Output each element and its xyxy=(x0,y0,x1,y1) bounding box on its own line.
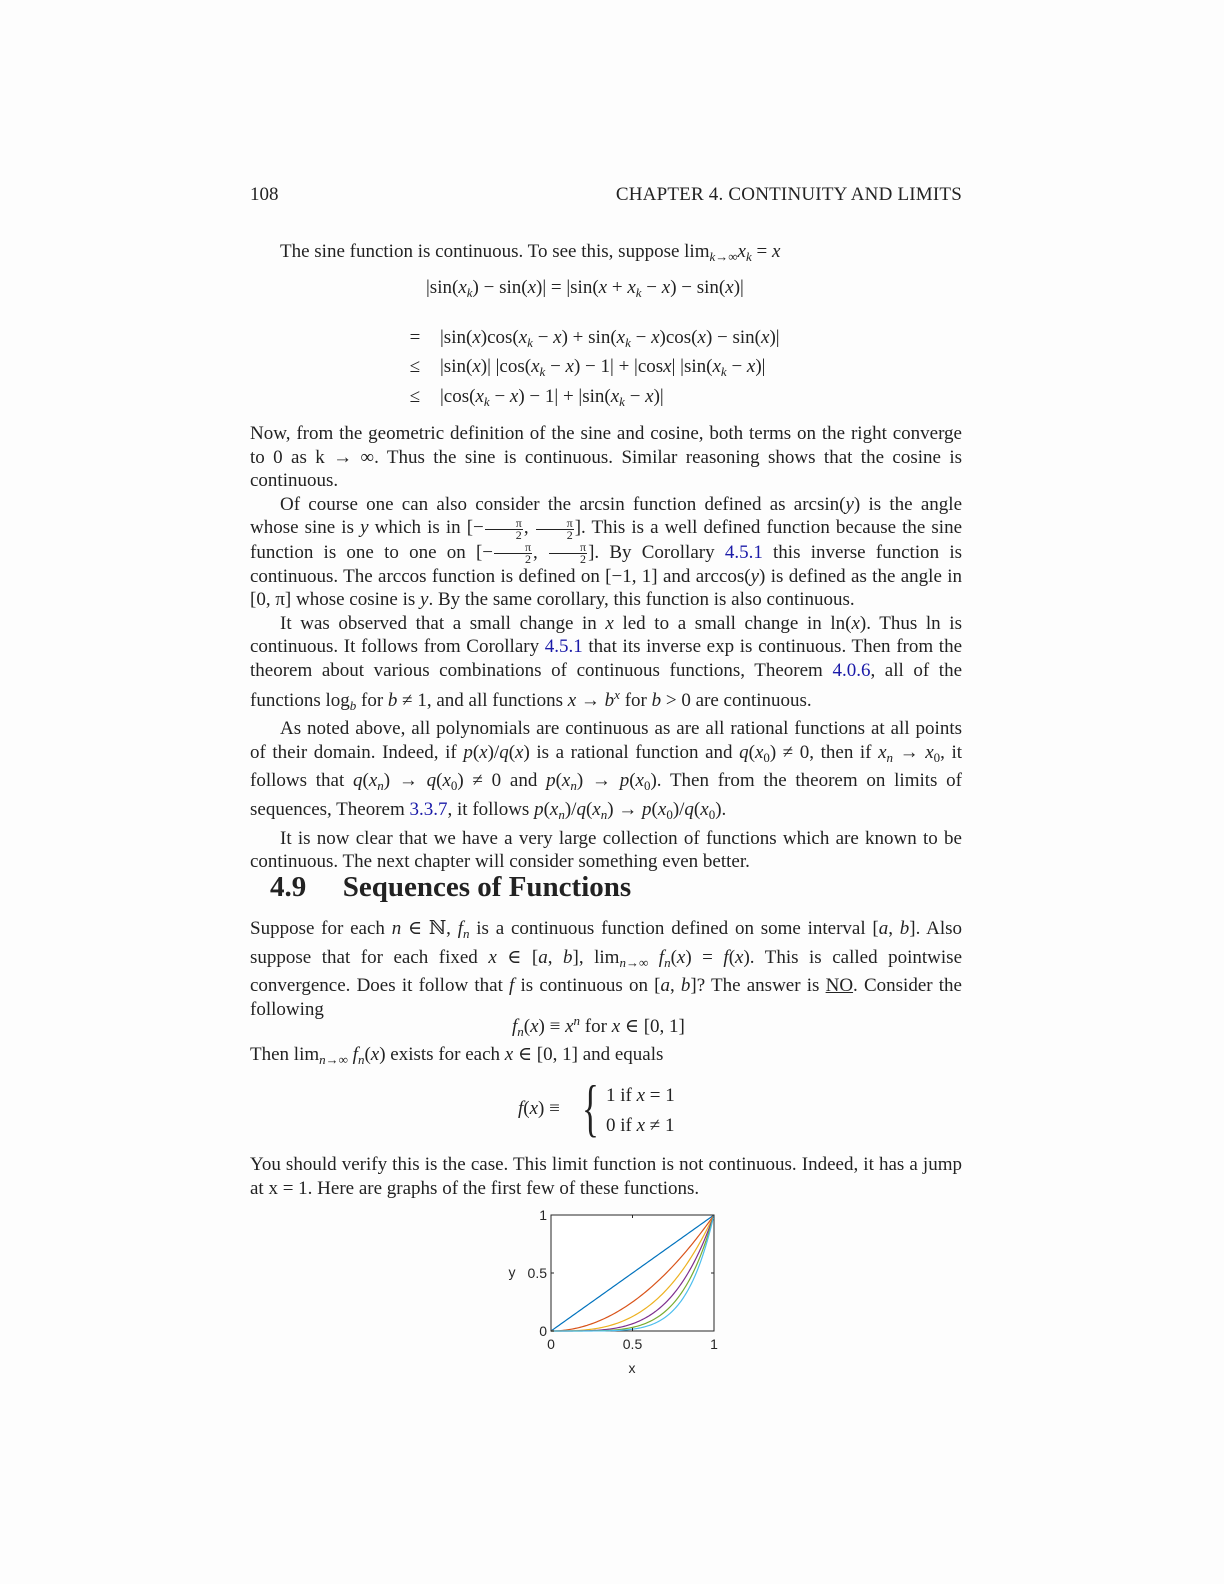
paragraph-polynomials: As noted above, all polynomials are continuous as are all rational functions at all points of their domain. Indeed, if p(x)/q(x) is a rational function and $q(x_0) \ne 0$, then if $x_n \to x_0$, it follows that $q(x_n) \to q(x_0) \ne 0$ and $p(x_n) \to p(x_0)$. Then from the theorem on limits of sequences, Theorem 3.3.7, it follows $p(x_n)/q(x_n) \to p(x_0)/q(x_0)$. xyxy=(250,718,963,822)
paragraph-verify-text: You should verify this is the case. This limit function is not continuous. Indeed, it has a jump at x = 1. Here are graphs of the first few of these functions. xyxy=(250,1154,962,1199)
equation-fn-definition: $f_n(x) \equiv x^n$ for x ∈ [0, 1] xyxy=(512,1013,685,1039)
equation-sine-difference: $|\sin(x_k) - \sin(x)| = |\sin(x + x_k - x) - \sin(x)|$ xyxy=(426,277,744,300)
y-tick-label: 1 xyxy=(539,1207,547,1223)
y-tick-label: 0 xyxy=(539,1323,547,1339)
chart-xn-functions xyxy=(500,1205,740,1385)
x-tick-label: 0 xyxy=(547,1336,555,1352)
sine-intro: The sine function is continuous. To see this, suppose $\lim_{k\to\infty}x_k = x$ xyxy=(280,241,781,264)
equation-piecewise-lhs: f(x) ≡ xyxy=(518,1098,560,1119)
link-theorem-3-3-7[interactable]: 3.3.7 xyxy=(409,799,448,820)
section-title: Sequences of Functions xyxy=(342,871,632,903)
paragraph-ln: It was observed that a small change in x led to a small change in ln(x). Thus ln is continuous. It follows from Corollary 4.5.1 that its inverse exp is continuous. Then from the theorem about various combinations of continuous functions, Theorem 4.0.6, all of the functions $\log_b$ for b ≠ 1, and all functions $x \to b^x$ for b > 0 are continuous. xyxy=(250,612,962,713)
sine-intro-text: The sine function is continuous. To see this, suppose xyxy=(280,241,680,262)
section-intro xyxy=(250,917,962,1021)
section-number: 4.9 xyxy=(270,871,307,903)
link-theorem-4-0-6[interactable]: 4.0.6 xyxy=(832,660,871,682)
y-tick-label: 0.5 xyxy=(527,1265,547,1281)
y-axis-label: y xyxy=(508,1264,516,1280)
paragraph-pointwise: Suppose for each n ∈ ℕ, $f_n$ is a continuous function defined on some interval [a, b]. Also suppose that for each fixed x ∈ [a, b], $\lim_{n\to\infty} f_n(x) = f(x)$. This is called pointwise convergence. Does it follow that f is continuous on [a, b]? The answer is NO. Consider the following xyxy=(250,918,962,1020)
limit-exists-line: Then $\lim_{n\to\infty} f_n(x)$ exists for each x ∈ [0, 1] and equals xyxy=(250,1044,664,1067)
piecewise-case-1: 1 if x = 1 xyxy=(606,1085,675,1106)
body-text-block xyxy=(250,422,962,874)
paragraph-verify xyxy=(250,1153,962,1200)
page-number: 108 xyxy=(250,184,279,205)
paragraph-large-collection: It is now clear that we have a very large collection of functions which are known to be continuous. The next chapter will consider something even better. xyxy=(250,827,962,873)
paragraph-now: Now, from the geometric definition of the sine and cosine, both terms on the right converge to 0 as k → ∞. Thus the sine is continuous. Similar reasoning shows that the cosine is continuous. xyxy=(250,423,962,492)
chapter-title: CHAPTER 4. CONTINUITY AND LIMITS xyxy=(615,184,962,205)
link-corollary-4-5-1[interactable]: 4.5.1 xyxy=(724,541,763,563)
link-corollary-4-5-1-b[interactable]: 4.5.1 xyxy=(544,636,583,658)
piecewise-case-2: 0 if x ≠ 1 xyxy=(606,1115,675,1136)
x-axis-label: x xyxy=(628,1360,636,1376)
answer-no: NO xyxy=(825,975,854,997)
section-heading xyxy=(270,871,631,904)
paragraph-arcsin: Of course one can also consider the arcsin function defined as arcsin(y) is the angle whose sine is y which is in [− $\frac{\pi}{2}$ , $\frac{\pi}{2}$ ]. This is a well defined function because the sine function is one to one on [− $\frac{\pi}{2}$ , $\frac{\pi}{2}$ ]. By Corollary 4.5.1 this inverse function is continuous. The arccos function is defined on [−1, 1] and arccos(y) is defined as the angle in [0, π] whose cosine is y. By the same corollary, this function is also continuous. xyxy=(250,493,963,611)
x-tick-label: 1 xyxy=(710,1336,718,1352)
left-brace: { xyxy=(582,1072,599,1143)
x-tick-label: 0.5 xyxy=(622,1336,643,1352)
